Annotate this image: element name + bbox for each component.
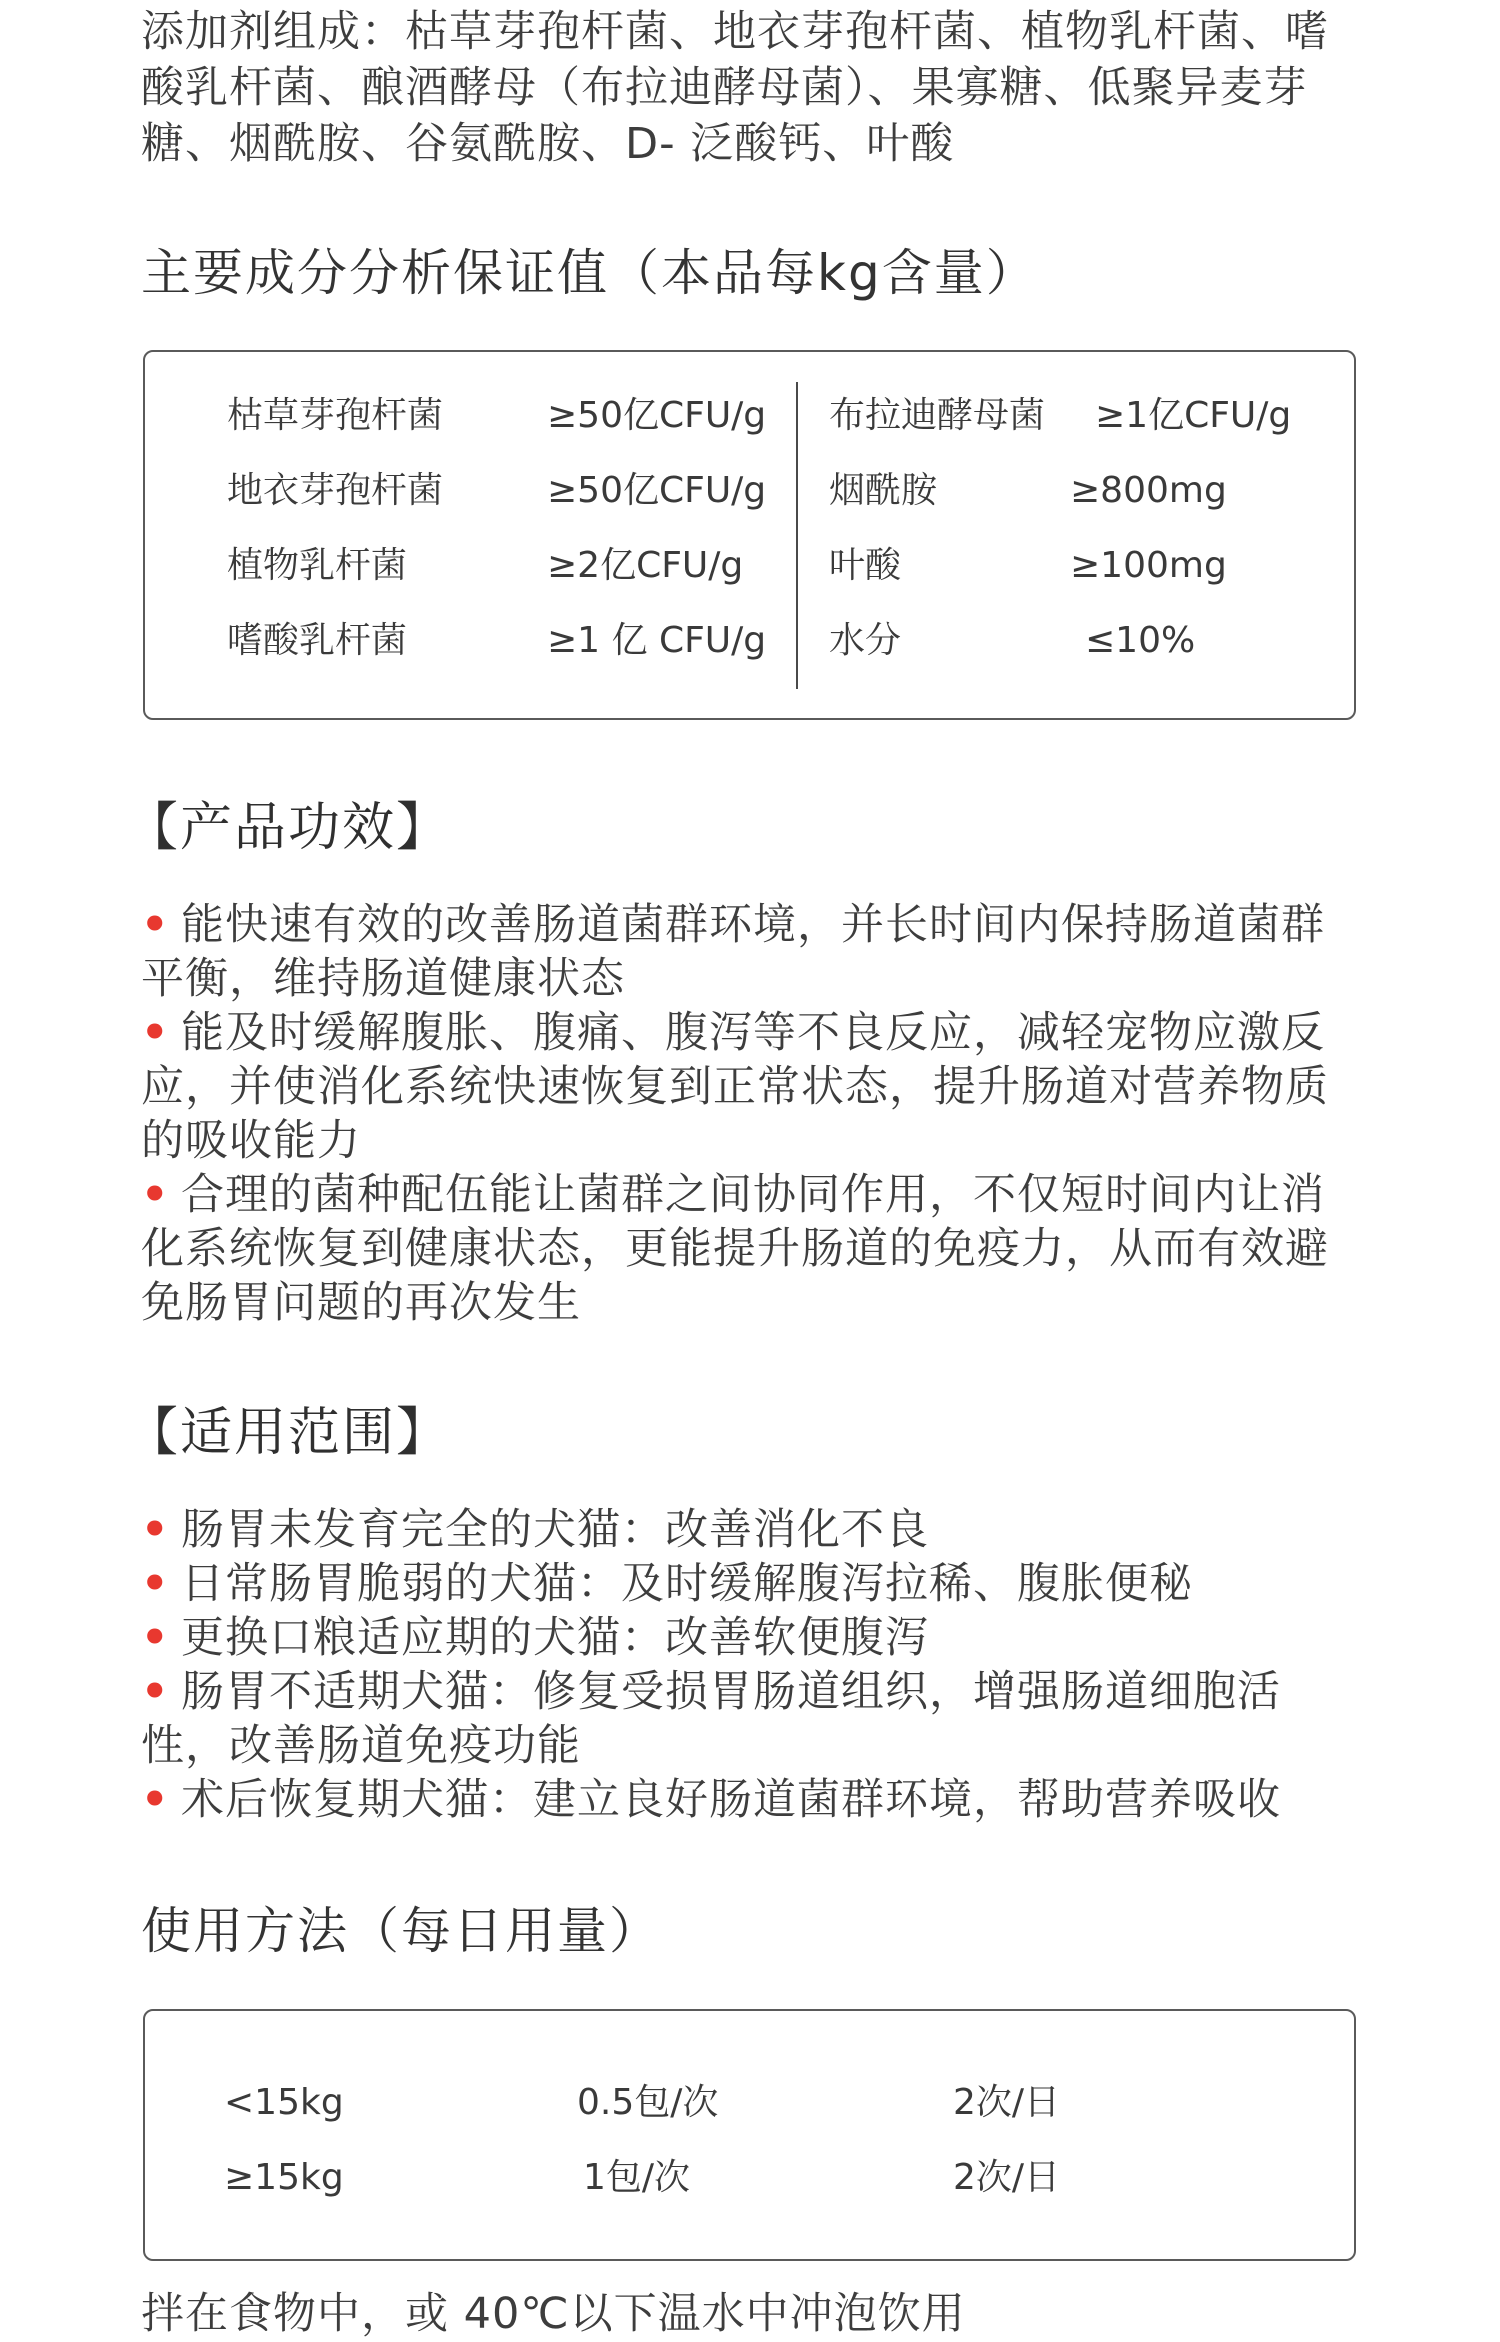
scope-item-3-text: 更换口粮适应期的犬猫：改善软便腹泻 bbox=[181, 1613, 929, 1663]
scope-item-1-text: 肠胃未发育完全的犬猫：改善消化不良 bbox=[181, 1505, 929, 1555]
bullet-dot: • bbox=[141, 1008, 170, 1058]
efficacy-item-3-text: 合理的菌种配伍能让菌群之间协同作用，不仅短时间内让消化系统恢复到健康状态，更能提升肠道的免疫力，从而有效避免肠胃问题的再次发生 bbox=[141, 1170, 1329, 1328]
bullet-dot: • bbox=[141, 1613, 170, 1663]
bullet-dot: • bbox=[141, 1505, 170, 1555]
scope-item-1 bbox=[141, 1503, 1366, 1557]
analysis-right-value-2: ≥800mg bbox=[1070, 470, 1227, 511]
efficacy-item-3 bbox=[141, 1168, 1366, 1330]
usage-footnote: 拌在食物中，或 40℃以下温水中冲泡饮用 bbox=[141, 2289, 966, 2339]
usage-dose-2: 1包/次 bbox=[583, 2157, 691, 2198]
analysis-left-value-2: ≥50亿CFU/g bbox=[547, 470, 767, 511]
efficacy-item-2-text: 能及时缓解腹胀、腹痛、腹泻等不良反应，减轻宠物应激反应，并使消化系统快速恢复到正常状态，提升肠道对营养物质的吸收能力 bbox=[141, 1008, 1329, 1166]
scope-item-4 bbox=[141, 1665, 1366, 1773]
usage-table bbox=[143, 2009, 1356, 2261]
analysis-right-value-3: ≥100mg bbox=[1070, 545, 1227, 586]
analysis-left-name-3: 植物乳杆菌 bbox=[227, 545, 408, 586]
efficacy-list bbox=[141, 898, 1366, 1330]
scope-item-5-text: 术后恢复期犬猫：建立良好肠道菌群环境，帮助营养吸收 bbox=[181, 1775, 1281, 1825]
scope-item-2 bbox=[141, 1557, 1366, 1611]
usage-dose-1: 0.5包/次 bbox=[577, 2082, 719, 2123]
analysis-right-name-1: 布拉迪酵母菌 bbox=[829, 395, 1046, 436]
analysis-right-value-4: ≤10% bbox=[1085, 620, 1196, 661]
usage-title: 使用方法（每日用量） bbox=[141, 1902, 661, 1960]
analysis-table-divider bbox=[796, 382, 798, 689]
analysis-left-name-2: 地衣芽孢杆菌 bbox=[227, 470, 444, 511]
usage-weight-1: <15kg bbox=[224, 2082, 344, 2123]
efficacy-item-1-text: 能快速有效的改善肠道菌群环境，并长时间内保持肠道菌群平衡，维持肠道健康状态 bbox=[141, 900, 1325, 1004]
additives-text: 添加剂组成：枯草芽孢杆菌、地衣芽孢杆菌、植物乳杆菌、嗜酸乳杆菌、酿酒酵母（布拉迪酵母菌）、果寡糖、低聚异麦芽糖、烟酰胺、谷氨酰胺、D- 泛酸钙、叶酸 bbox=[141, 7, 1329, 169]
analysis-title: 主要成分分析保证值（本品每kg含量） bbox=[141, 244, 1038, 302]
bullet-dot: • bbox=[141, 1559, 170, 1609]
scope-item-3 bbox=[141, 1611, 1366, 1665]
scope-item-4-text: 肠胃不适期犬猫：修复受损胃肠道组织，增强肠道细胞活性，改善肠道免疫功能 bbox=[141, 1667, 1281, 1771]
usage-freq-2: 2次/日 bbox=[953, 2157, 1061, 2198]
analysis-left-value-4: ≥1 亿 CFU/g bbox=[547, 620, 767, 661]
bullet-dot: • bbox=[141, 1667, 170, 1717]
analysis-left-name-4: 嗜酸乳杆菌 bbox=[227, 620, 408, 661]
analysis-right-name-4: 水分 bbox=[829, 620, 902, 661]
scope-item-2-text: 日常肠胃脆弱的犬猫：及时缓解腹泻拉稀、腹胀便秘 bbox=[181, 1559, 1193, 1609]
analysis-left-name-1: 枯草芽孢杆菌 bbox=[227, 395, 444, 436]
bullet-dot: • bbox=[141, 1170, 170, 1220]
efficacy-item-1 bbox=[141, 898, 1366, 1006]
analysis-right-value-1: ≥1亿CFU/g bbox=[1095, 395, 1292, 436]
analysis-right-name-2: 烟酰胺 bbox=[829, 470, 938, 511]
analysis-left-value-3: ≥2亿CFU/g bbox=[547, 545, 744, 586]
analysis-right-name-3: 叶酸 bbox=[829, 545, 902, 586]
usage-freq-1: 2次/日 bbox=[953, 2082, 1061, 2123]
bullet-dot: • bbox=[141, 900, 170, 950]
scope-item-5 bbox=[141, 1773, 1366, 1827]
efficacy-item-2 bbox=[141, 1006, 1366, 1168]
scope-list bbox=[141, 1503, 1366, 1827]
usage-weight-2: ≥15kg bbox=[224, 2157, 344, 2198]
bullet-dot: • bbox=[141, 1775, 170, 1825]
analysis-left-value-1: ≥50亿CFU/g bbox=[547, 395, 767, 436]
scope-title: 【适用范围】 bbox=[126, 1403, 451, 1463]
efficacy-title: 【产品功效】 bbox=[126, 798, 451, 858]
